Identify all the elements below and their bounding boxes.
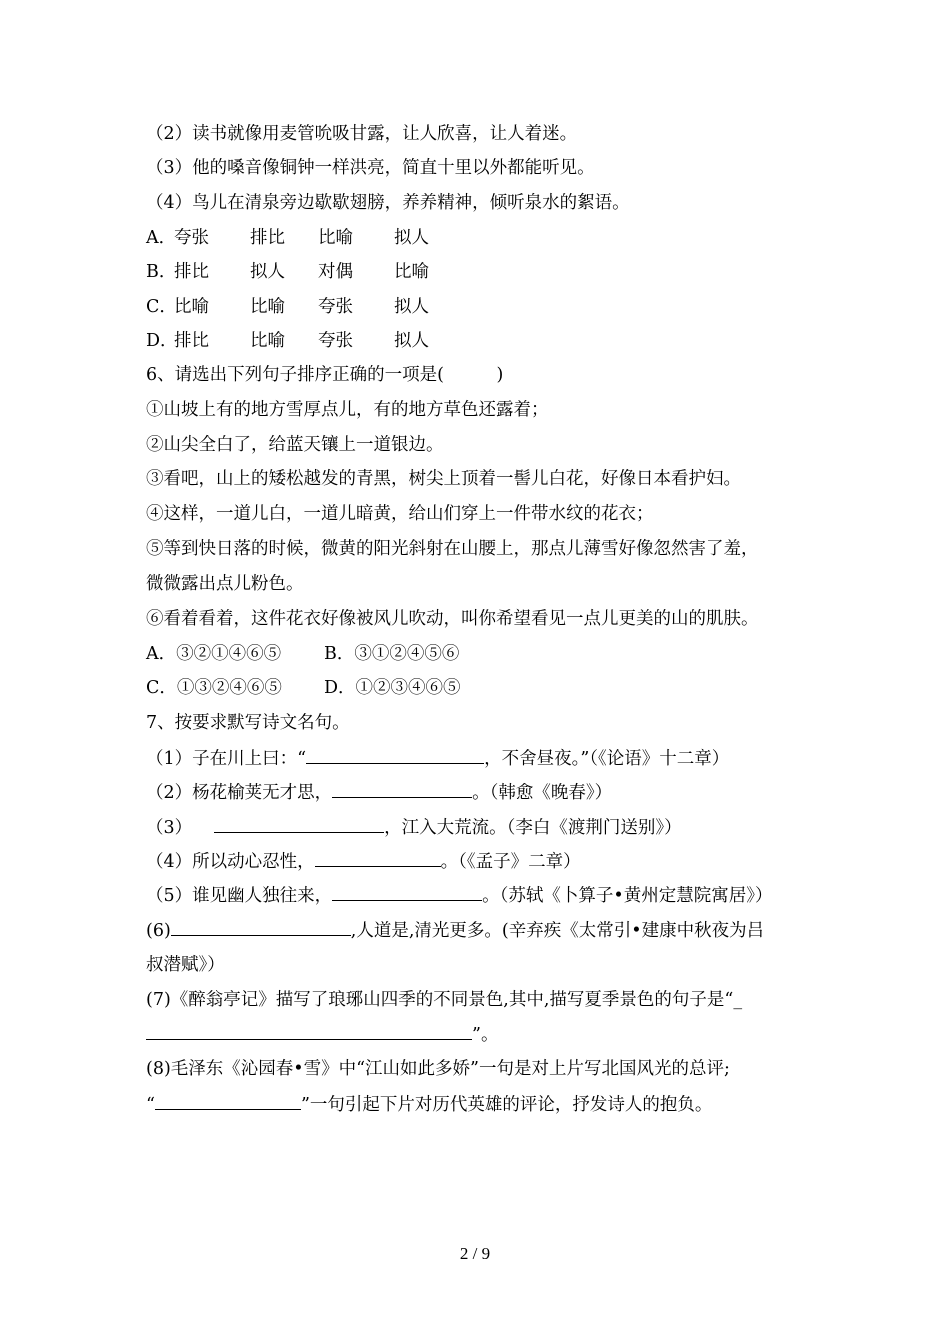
q7-line-6-cont: 叔潜赋》）	[146, 955, 225, 975]
q7-line-3	[146, 815, 682, 840]
q5-option-d	[146, 329, 429, 353]
page-number: 2 / 9	[459, 1244, 491, 1263]
answer-blank[interactable]	[332, 780, 472, 798]
q7-line-6-prefix: (6)	[146, 921, 171, 941]
q7-line-8-open-quote: “	[146, 1095, 155, 1115]
option-item: 夸张	[318, 331, 353, 351]
q6-item-5: ⑤等到快日落的时候，微黄的阳光斜射在山腰上，那点儿薄雪好像忽然害了羞，	[146, 539, 759, 559]
option-letter: B．	[146, 262, 177, 282]
option-item: 对偶	[318, 262, 353, 282]
q7-line-3-prefix: （3）	[146, 818, 193, 838]
option-item: 排比	[174, 331, 209, 351]
q7-line-5-prefix: （5）谁见幽人独往来，	[146, 886, 333, 906]
q7-line-7: (7)《醉翁亭记》描写了琅琊山四季的不同景色,其中,描写夏季景色的句子是“_	[146, 990, 743, 1010]
option-item: 比喻	[250, 297, 285, 317]
q7-line-2-suffix: 。（韩愈《晚春》）	[472, 783, 613, 803]
answer-blank[interactable]	[306, 746, 484, 764]
q7-line-5	[146, 883, 772, 908]
option-item: 比喻	[394, 262, 429, 282]
q6-option-a: A．③②①④⑥⑤	[146, 644, 282, 664]
option-item: 拟人	[250, 262, 285, 282]
q7-line-7-suffix: ”。	[472, 1025, 499, 1045]
q7-line-4-suffix: 。（《孟子》二章）	[440, 852, 581, 872]
q5-sentence-3: （3）他的嗓音像铜钟一样洪亮，简直十里以外都能听见。	[146, 158, 595, 178]
q6-options-cd	[146, 676, 461, 700]
q7-line-2	[146, 780, 612, 805]
q6-item-2: ②山尖全白了，给蓝天镶上一道银边。	[146, 435, 444, 455]
q7-line-1-prefix: （1）子在川上曰：“	[146, 749, 307, 769]
q7-line-2-prefix: （2）杨花榆荚无才思，	[146, 783, 333, 803]
option-letter: D．	[146, 331, 178, 351]
q6-item-6: ⑥看着看着，这件花衣好像被风儿吹动，叫你希望看见一点儿更美的山的肌肤。	[146, 609, 759, 629]
q6-option-c: C．①③②④⑥⑤	[146, 678, 282, 698]
option-item: 拟人	[394, 228, 429, 248]
option-item: 夸张	[318, 297, 353, 317]
q7-line-4	[146, 849, 581, 874]
answer-blank[interactable]	[146, 1022, 472, 1040]
q6-options-ab	[146, 642, 459, 666]
option-item: 比喻	[250, 331, 285, 351]
q5-sentence-4: （4）鸟儿在清泉旁边歇歇翅膀，养养精神，倾听泉水的絮语。	[146, 193, 630, 213]
q6-option-d: D．①②③④⑥⑤	[324, 678, 461, 698]
q7-question: 7、按要求默写诗文名句。	[146, 713, 350, 733]
q7-line-3-suffix: ，江入大荒流。（李白《渡荆门送别》）	[384, 818, 682, 838]
q6-item-3: ③看吧，山上的矮松越发的青黑，树尖上顶着一髻儿白花，好像日本看护妇。	[146, 469, 741, 489]
q5-sentence-2: （2）读书就像用麦管吮吸甘露，让人欣喜，让人着迷。	[146, 124, 578, 144]
q7-line-1-suffix: ，不舍昼夜。”（《论语》十二章）	[484, 749, 730, 769]
option-item: 比喻	[174, 297, 209, 317]
answer-blank[interactable]	[155, 1092, 301, 1110]
q5-option-b	[146, 260, 429, 284]
q6-item-5-cont: 微微露出点儿粉色。	[146, 574, 304, 594]
answer-blank[interactable]	[214, 815, 384, 833]
q7-line-5-suffix: 。（苏轼《卜算子•黄州定慧院寓居》）	[482, 886, 773, 906]
q7-line-6-suffix: ,人道是,清光更多。(辛弃疾《太常引•建康中秋夜为吕	[350, 921, 765, 941]
option-item: 夸张	[174, 228, 209, 248]
option-letter: A．	[146, 228, 177, 248]
option-item: 拟人	[394, 297, 429, 317]
q7-line-6	[146, 918, 764, 943]
q7-line-8: (8)毛泽东《沁园春•雪》中“江山如此多娇”一句是对上片写北国风光的总评;	[146, 1059, 730, 1079]
option-letter: C．	[146, 297, 177, 317]
option-item: 排比	[174, 262, 209, 282]
q7-line-8-cont	[146, 1092, 712, 1117]
answer-blank[interactable]	[332, 883, 482, 901]
q6-option-b: B．③①②④⑤⑥	[324, 644, 460, 664]
q7-line-7-cont	[146, 1022, 498, 1047]
answer-blank[interactable]	[171, 918, 351, 936]
q7-line-4-prefix: （4）所以动心忍性，	[146, 852, 315, 872]
q5-option-c	[146, 295, 429, 319]
q7-line-1	[146, 746, 729, 771]
q7-line-8-suffix: ”一句引起下片对历代英雄的评论，抒发诗人的抱负。	[300, 1095, 713, 1115]
q6-item-1: ①山坡上有的地方雪厚点儿，有的地方草色还露着；	[146, 400, 549, 420]
q5-option-a	[146, 226, 429, 250]
option-item: 拟人	[394, 331, 429, 351]
answer-blank[interactable]	[315, 849, 441, 867]
option-item: 排比	[250, 228, 285, 248]
q6-question: 6、请选出下列句子排序正确的一项是( )	[146, 365, 504, 385]
option-item: 比喻	[318, 228, 353, 248]
q6-item-4: ④这样，一道儿白，一道儿暗黄，给山们穿上一件带水纹的花衣；	[146, 504, 654, 524]
